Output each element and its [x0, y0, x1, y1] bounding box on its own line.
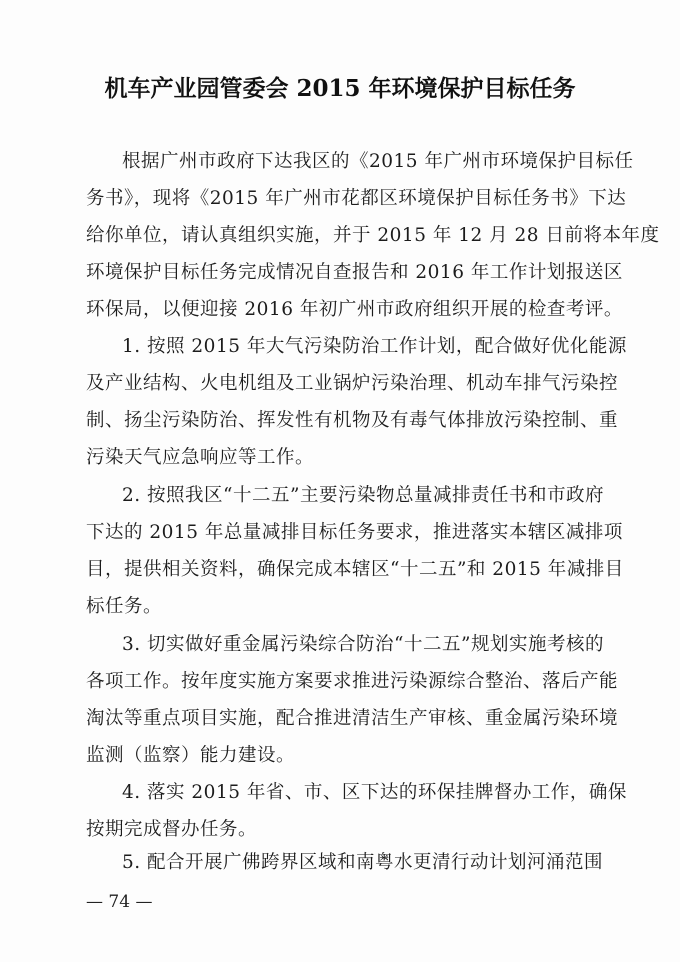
document-title: 机车产业园管委会 2015 年环境保护目标任务	[104, 75, 576, 102]
paragraph-line: 环境保护目标任务完成情况自查报告和 2016 年工作计划报送区	[86, 262, 623, 283]
item-3-line: 各项工作。按年度实施方案要求推进污染源综合整治、落后产能	[86, 671, 619, 692]
item-3-line: 3. 切实做好重金属污染综合防治“十二五”规划实施考核的	[122, 634, 604, 655]
item-1-line: 1. 按照 2015 年大气污染防治工作计划，配合做好优化能源	[122, 336, 627, 357]
item-3-line: 淘汰等重点项目实施，配合推进清洁生产审核、重金属污染环境	[86, 708, 619, 729]
item-2-line: 下达的 2015 年总量减排目标任务要求，推进落实本辖区减排项	[86, 522, 623, 543]
item-3-line: 监测（监察）能力建设。	[86, 745, 296, 766]
item-1-line: 及产业结构、火电机组及工业锅炉污染治理、机动车排气污染控	[86, 373, 619, 394]
item-2-line: 2. 按照我区“十二五”主要污染物总量减排责任书和市政府	[122, 485, 604, 506]
paragraph-line: 环保局，以便迎接 2016 年初广州市政府组织开展的检查考评。	[86, 299, 623, 320]
item-5-line: 5. 配合开展广佛跨界区域和南粤水更清行动计划河涌范围	[122, 852, 604, 873]
page-number: — 74 —	[86, 892, 153, 912]
paragraph-line: 根据广州市政府下达我区的《2015 年广州市环境保护目标任	[122, 151, 634, 172]
item-2-line: 标任务。	[86, 596, 163, 617]
item-1-line: 污染天气应急响应等工作。	[86, 447, 315, 468]
item-4-line: 按期完成督办任务。	[86, 819, 258, 840]
paragraph-line: 务书》，现将《2015 年广州市花都区环境保护目标任务书》下达	[86, 188, 627, 209]
item-2-line: 目，提供相关资料，确保完成本辖区“十二五”和 2015 年减排目	[86, 559, 624, 580]
item-4-line: 4. 落实 2015 年省、市、区下达的环保挂牌督办工作，确保	[122, 782, 627, 803]
item-1-line: 制、扬尘污染防治、挥发性有机物及有毒气体排放污染控制、重	[86, 410, 619, 431]
paragraph-line: 给你单位，请认真组织实施，并于 2015 年 12 月 28 日前将本年度	[86, 225, 660, 246]
